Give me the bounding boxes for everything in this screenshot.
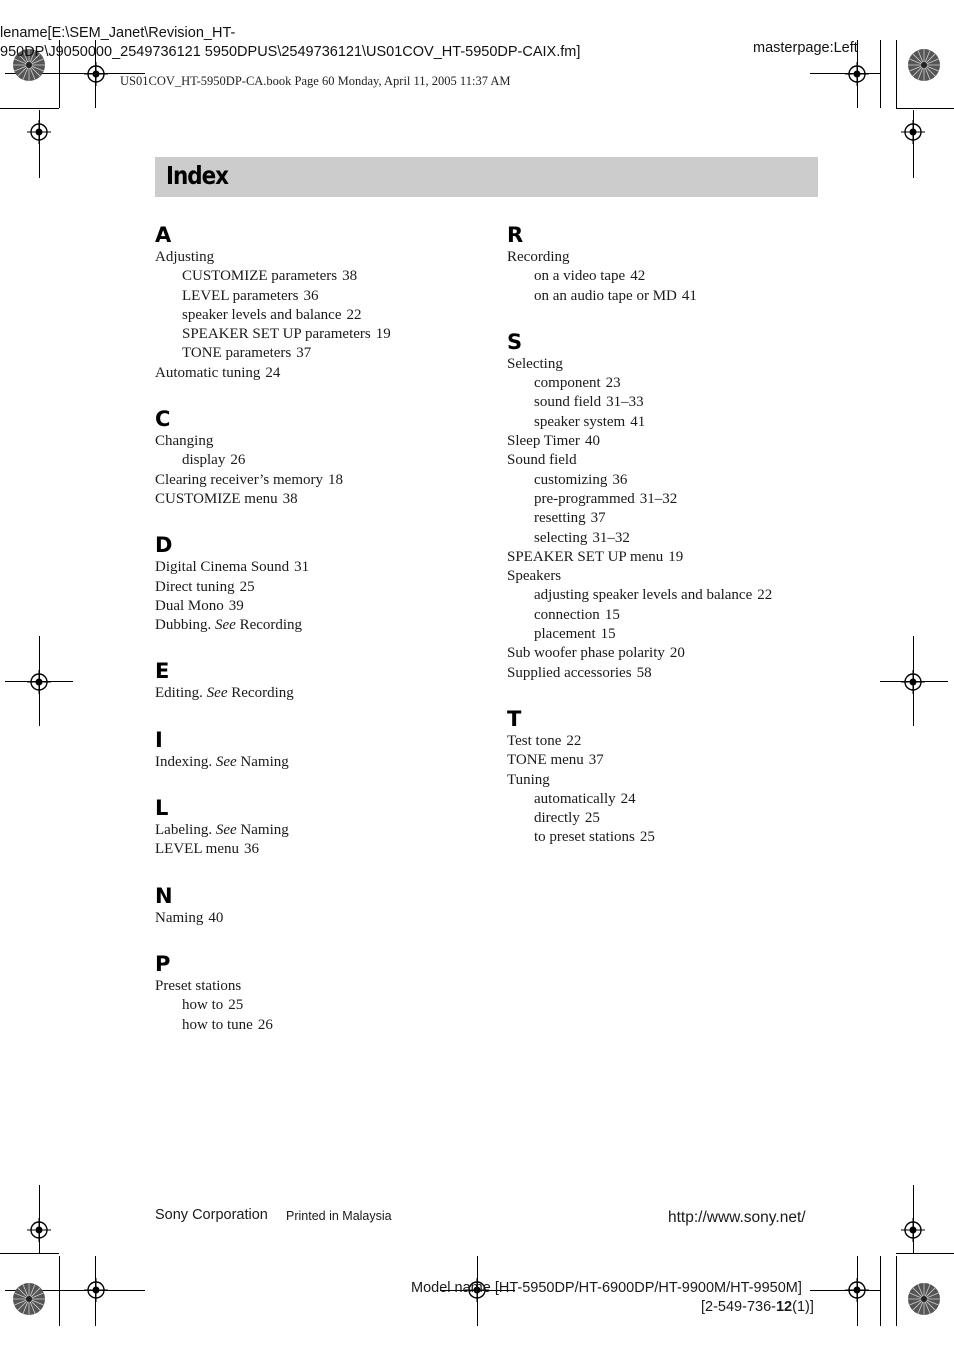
page-number: 23: [605, 375, 621, 392]
registration-mark-icon: [27, 670, 51, 694]
index-subentry: [155, 325, 485, 344]
part-number-prefix: [2-549-736-: [701, 1299, 776, 1315]
see-reference-label: See: [206, 685, 228, 702]
entry-text: LEVEL menu: [155, 841, 240, 858]
index-subentry: [507, 809, 837, 828]
index-entry: [155, 432, 485, 451]
index-entry: [507, 644, 837, 663]
part-number-bold: 12: [775, 1299, 793, 1315]
entry-text: TONE parameters: [182, 345, 292, 362]
printed-in-label: Printed in Malaysia: [286, 1209, 392, 1223]
book-info-header: US01COV_HT-5950DP-CA.book Page 60 Monday, April 11, 2005 11:37 AM: [120, 74, 511, 88]
entry-text: Preset stations: [155, 977, 242, 994]
model-name-line: Model name [HT-5950DP/HT-6900DP/HT-9900M/HT-9950M]: [411, 1280, 802, 1296]
entry-text: TONE menu: [507, 752, 584, 769]
entry-text: LEVEL parameters: [182, 287, 299, 304]
entry-text: to preset stations: [534, 829, 635, 846]
page-number: 22: [566, 732, 582, 749]
entry-text: Indexing.: [155, 753, 213, 770]
index-subentry: [507, 828, 837, 847]
entry-text: adjusting speaker levels and balance: [534, 587, 753, 604]
entry-text: customizing: [534, 471, 608, 488]
entry-text: Test tone: [507, 732, 562, 749]
starburst-disc-icon: [907, 48, 941, 82]
entry-text: Dubbing.: [155, 617, 212, 634]
entry-text: how to tune: [182, 1016, 253, 1033]
entry-text: CUSTOMIZE menu: [155, 490, 278, 507]
index-subentry: [155, 344, 485, 363]
index-subentry: [507, 509, 837, 528]
page-number: 41: [630, 413, 646, 430]
page-number: 36: [244, 841, 260, 858]
entry-text: how to: [182, 997, 224, 1014]
see-reference-target: Recording: [239, 617, 303, 634]
entry-text: Labeling.: [155, 822, 213, 839]
starburst-disc-icon: [12, 1282, 46, 1316]
page-number: 41: [681, 287, 697, 304]
index-entry: [507, 751, 837, 770]
entry-text: speaker levels and balance: [182, 306, 342, 323]
entry-text: Automatic tuning: [155, 364, 261, 381]
index-group-d: [155, 531, 485, 635]
index-letter-heading: I: [155, 727, 163, 752]
page-number: 36: [612, 471, 628, 488]
index-group-p: [155, 950, 485, 1035]
page-number: 40: [584, 433, 600, 450]
index-subentry: [507, 606, 837, 625]
index-subentry: [155, 451, 485, 470]
see-reference-label: See: [215, 822, 237, 839]
page-number: 18: [328, 471, 343, 488]
page-number: 37: [296, 345, 312, 362]
entry-text: Sound field: [507, 452, 577, 469]
see-reference-label: See: [215, 753, 237, 770]
page-number: 15: [600, 626, 616, 643]
index-letter-heading: L: [155, 796, 169, 821]
starburst-disc-icon: [907, 1282, 941, 1316]
index-group-a: [155, 221, 485, 383]
page-number: 31–33: [606, 394, 644, 411]
index-entry: [155, 909, 485, 928]
page-number: 25: [239, 578, 255, 595]
see-reference-label: See: [215, 617, 236, 634]
see-reference-target: Recording: [231, 685, 294, 702]
index-entry: [507, 664, 837, 683]
index-entry: [507, 567, 837, 586]
registration-mark-icon: [845, 62, 869, 86]
website-url: http://www.sony.net/: [668, 1209, 806, 1226]
entry-text: resetting: [534, 510, 586, 527]
index-entry: [507, 432, 837, 451]
page-number: 31: [294, 559, 310, 576]
file-path-line-2: 950DP\J9050000_2549736121 5950DPUS\2549736121\US01COV_HT-5950DP-CAIX.fm]: [0, 44, 581, 60]
index-entry: [155, 558, 485, 577]
index-subentry: [507, 529, 837, 548]
index-letter-heading: P: [155, 951, 171, 976]
page-number: 20: [669, 645, 685, 662]
page-number: 15: [604, 606, 620, 623]
page-title: Index: [166, 161, 228, 190]
index-letter-heading: T: [507, 706, 522, 731]
index-entry: [507, 248, 837, 267]
index-subentry: [155, 1016, 485, 1035]
page-number: 36: [303, 287, 319, 304]
file-path-line-1: lename[E:\SEM_Janet\Revision_HT-: [0, 25, 236, 41]
page-number: 19: [375, 326, 391, 343]
index-entry: [155, 753, 485, 772]
entry-text: Adjusting: [155, 249, 215, 265]
entry-text: SPEAKER SET UP parameters: [182, 326, 371, 343]
index-entry: [507, 771, 837, 790]
entry-text: Speakers: [507, 568, 562, 585]
index-entry: [507, 548, 837, 567]
page-number: 19: [668, 548, 684, 565]
index-group-c: [155, 405, 485, 509]
index-entry: [155, 977, 485, 996]
page-number: 25: [228, 997, 244, 1014]
index-title-bar: [155, 157, 818, 197]
index-subentry: [507, 267, 837, 286]
entry-text: component: [534, 375, 601, 392]
registration-mark-icon: [845, 1278, 869, 1302]
index-entry: [155, 684, 485, 703]
page-number: 31–32: [592, 529, 630, 546]
masterpage-label: masterpage:Left: [753, 40, 858, 56]
index-subentry: [507, 393, 837, 412]
index-entry: [155, 821, 485, 840]
entry-text: on an audio tape or MD: [534, 287, 677, 304]
part-number: [701, 1299, 814, 1315]
entry-text: Sleep Timer: [507, 433, 580, 450]
index-subentry: [507, 790, 837, 809]
entry-text: display: [182, 452, 226, 469]
index-subentry: [507, 625, 837, 644]
page-number: 38: [342, 268, 358, 285]
index-entry: [155, 616, 485, 635]
entry-text: SPEAKER SET UP menu: [507, 548, 664, 565]
page-number: 22: [757, 587, 773, 604]
registration-mark-icon: [901, 1218, 925, 1242]
page-number: 58: [636, 664, 652, 681]
index-subentry: [507, 413, 837, 432]
page-number: 31–32: [639, 490, 678, 507]
page-number: 37: [588, 752, 604, 769]
page-number: 25: [639, 829, 655, 846]
entry-text: Dual Mono: [155, 597, 224, 614]
entry-text: Digital Cinema Sound: [155, 559, 290, 576]
entry-text: automatically: [534, 790, 616, 807]
index-subentry: [507, 287, 837, 306]
index-column-left: [155, 221, 485, 1057]
index-subentry: [507, 471, 837, 490]
page-number: 38: [282, 490, 298, 507]
entry-text: pre-programmed: [534, 490, 635, 507]
see-reference-target: Naming: [240, 822, 289, 839]
index-entry: [507, 732, 837, 751]
page-number: 24: [265, 364, 281, 381]
part-number-suffix: (1)]: [792, 1299, 814, 1315]
index-letter-heading: E: [155, 659, 170, 684]
page-number: 26: [257, 1016, 273, 1033]
page-number: 37: [590, 510, 606, 527]
entry-text: Supplied accessories: [507, 664, 632, 681]
index-subentry: [155, 267, 485, 286]
index-subentry: [507, 374, 837, 393]
entry-text: Changing: [155, 433, 214, 450]
index-group-s: [507, 328, 837, 683]
entry-text: sound field: [534, 394, 602, 411]
index-subentry: [507, 490, 837, 509]
entry-text: CUSTOMIZE parameters: [182, 268, 338, 285]
index-group-r: [507, 221, 837, 306]
page-number: 26: [230, 452, 246, 469]
entry-text: Naming: [155, 909, 204, 926]
index-letter-heading: R: [507, 223, 524, 247]
index-group-l: [155, 794, 485, 860]
index-entry: [155, 471, 485, 490]
index-letter-heading: D: [155, 533, 173, 558]
entry-text: Selecting: [507, 355, 563, 372]
company-name: Sony Corporation: [155, 1207, 268, 1223]
entry-text: Direct tuning: [155, 578, 235, 595]
index-entry: [155, 597, 485, 616]
index-group-n: [155, 882, 485, 928]
entry-text: on a video tape: [534, 268, 626, 285]
index-letter-heading: S: [507, 329, 523, 354]
registration-mark-icon: [84, 62, 108, 86]
entry-text: selecting: [534, 529, 588, 546]
entry-text: Recording: [507, 249, 570, 265]
file-path-header: [0, 24, 580, 62]
entry-text: Tuning: [507, 771, 550, 788]
index-entry: [155, 578, 485, 597]
page-number: 25: [584, 810, 600, 827]
index-subentry: [507, 586, 837, 605]
entry-text: Clearing receiver’s memory: [155, 471, 323, 488]
page-number: 42: [630, 268, 646, 285]
index-group-t: [507, 705, 837, 848]
page-number: 39: [228, 597, 244, 614]
page-number: 40: [208, 909, 224, 926]
index-subentry: [155, 306, 485, 325]
entry-text: Sub woofer phase polarity: [507, 645, 665, 662]
index-entry: [155, 840, 485, 859]
index-entry: [155, 364, 485, 383]
index-column-right: [507, 221, 837, 870]
entry-text: placement: [534, 626, 596, 643]
page-number: 24: [620, 790, 636, 807]
index-subentry: [155, 287, 485, 306]
index-letter-heading: N: [155, 883, 173, 908]
index-letter-heading: C: [155, 407, 171, 432]
registration-mark-icon: [27, 120, 51, 144]
entry-text: Editing.: [155, 685, 203, 702]
entry-text: connection: [534, 606, 600, 623]
registration-mark-icon: [27, 1218, 51, 1242]
entry-text: directly: [534, 810, 580, 827]
registration-mark-icon: [901, 670, 925, 694]
page-number: 22: [346, 306, 362, 323]
registration-mark-icon: [901, 120, 925, 144]
index-entry: [507, 451, 837, 470]
index-entry: [155, 248, 485, 267]
index-letter-heading: A: [155, 223, 172, 247]
index-group-e: [155, 657, 485, 703]
entry-text: speaker system: [534, 413, 626, 430]
registration-mark-icon: [84, 1278, 108, 1302]
index-entry: [155, 490, 485, 509]
index-subentry: [155, 996, 485, 1015]
index-entry: [507, 355, 837, 374]
see-reference-target: Naming: [240, 753, 289, 770]
index-group-i: [155, 726, 485, 772]
